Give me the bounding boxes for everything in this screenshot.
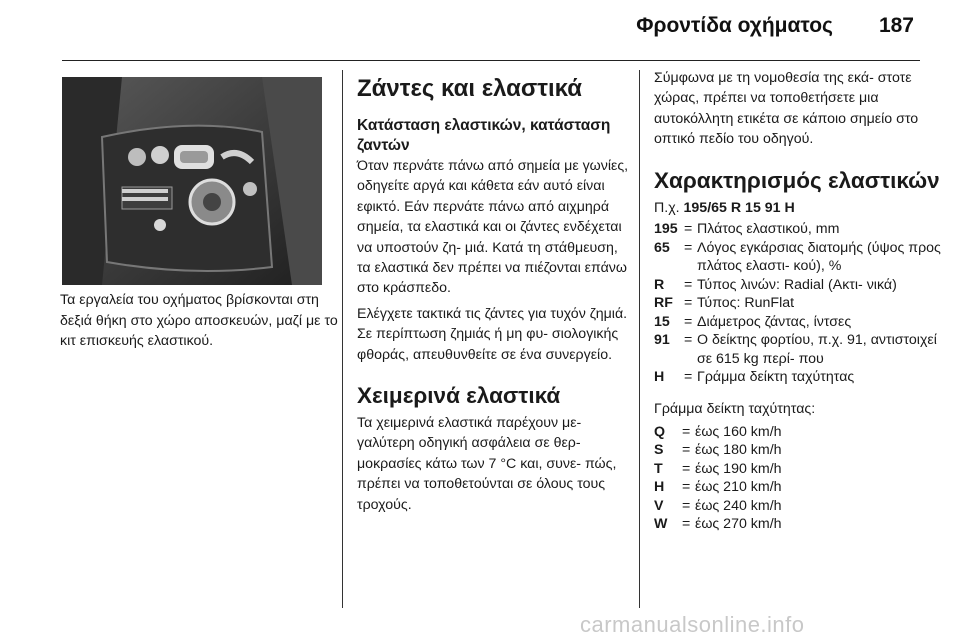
speed-row <box>654 515 944 534</box>
definition-key: RF <box>654 295 673 312</box>
equals-sign: = <box>684 239 693 256</box>
speed-value: έως 240 km/h <box>695 497 782 514</box>
example-value: 195/65 R 15 91 H <box>683 199 795 216</box>
definition-value: Πλάτος ελαστικού, mm <box>697 221 840 238</box>
speed-key: V <box>654 497 664 514</box>
speed-value: έως 180 km/h <box>695 442 782 459</box>
definition-row <box>654 220 944 239</box>
definition-key: R <box>654 276 665 293</box>
speed-key: W <box>654 516 668 533</box>
equals-sign: = <box>682 423 691 440</box>
definition-row <box>654 313 944 332</box>
equals-sign: = <box>682 479 691 496</box>
definition-value: Τύπος λινών: Radial (Ακτι- νικά) <box>697 276 897 293</box>
equals-sign: = <box>682 460 691 477</box>
page-header <box>636 14 914 38</box>
definition-row <box>654 331 944 368</box>
equals-sign: = <box>682 516 691 533</box>
paragraph-check: Ελέγχετε τακτικά τις ζάντες για τυχόν ζημιά. Σε περίπτωση ζημιάς ή μη φυ- σιολογικής φθοράς, απευθυνθείτε σε ένα συνεργείο. <box>357 305 628 363</box>
speed-value: έως 160 km/h <box>695 423 782 440</box>
equals-sign: = <box>684 332 693 349</box>
section-title-wheels-tyres: Ζάντες και ελαστικά <box>357 75 583 102</box>
speed-key: S <box>654 442 664 459</box>
column-divider-2 <box>639 70 640 608</box>
speed-index-list <box>654 423 944 534</box>
speed-index-title: Γράμμα δείκτη ταχύτητας: <box>654 400 816 417</box>
equals-sign: = <box>684 313 693 330</box>
header-title: Φροντίδα οχήματος <box>636 14 833 37</box>
equals-sign: = <box>682 497 691 514</box>
designation-example <box>654 198 944 218</box>
column-divider-1 <box>342 70 343 608</box>
header-rule <box>62 60 920 61</box>
watermark: carmanualsonline.info <box>580 612 805 637</box>
section-title-winter-tyres: Χειμερινά ελαστικά <box>357 383 561 409</box>
speed-row <box>654 460 944 479</box>
trunk-toolkit-photo <box>62 77 322 285</box>
definition-key: 65 <box>654 239 670 256</box>
definition-row <box>654 294 944 313</box>
page-number: 187 <box>878 14 914 37</box>
definition-value: Γράμμα δείκτη ταχύτητας <box>697 369 855 386</box>
definition-value: Λόγος εγκάρσιας διατομής (ύψος προς πλάτος ελαστι- κού), % <box>697 239 941 275</box>
definition-row <box>654 239 944 276</box>
definition-value: Τύπος: RunFlat <box>697 295 795 312</box>
definition-row <box>654 276 944 295</box>
equals-sign: = <box>684 369 693 386</box>
equals-sign: = <box>684 295 693 312</box>
column-3 <box>654 68 944 534</box>
designation-definitions <box>654 220 944 387</box>
trunk-toolkit-illustration <box>62 77 322 285</box>
column-2 <box>357 72 629 515</box>
speed-row <box>654 478 944 497</box>
speed-row <box>654 497 944 516</box>
speed-value: έως 210 km/h <box>695 479 782 496</box>
speed-row <box>654 441 944 460</box>
definition-key: 15 <box>654 313 670 330</box>
equals-sign: = <box>682 442 691 459</box>
definition-value: Διάμετρος ζάντας, ίντσες <box>697 313 852 330</box>
definition-key: 91 <box>654 332 670 349</box>
definition-row <box>654 368 944 387</box>
speed-value: έως 190 km/h <box>695 460 782 477</box>
speed-row <box>654 423 944 442</box>
definition-key: 195 <box>654 221 678 238</box>
section-title-tyre-designation: Χαρακτηρισμός ελαστικών <box>654 167 940 193</box>
example-prefix: Π.χ. <box>654 199 684 216</box>
photo-caption: Τα εργαλεία του οχήματος βρίσκονται στη δεξιά θήκη στο χώρο αποσκευών, μαζί με το κιτ επισκευής ελαστικού. <box>60 292 338 349</box>
equals-sign: = <box>684 276 693 293</box>
definition-key: H <box>654 369 665 386</box>
speed-key: T <box>654 460 663 477</box>
equals-sign: = <box>684 221 693 238</box>
speed-key: Q <box>654 423 666 440</box>
speed-key: H <box>654 479 665 496</box>
paragraph-condition: Όταν περνάτε πάνω από σημεία με γωνίες, οδηγείτε αργά και κάθετα εάν αυτό είναι εφικτό. Εάν περνάτε πάνω από αιχμηρά σημεία, τα ελαστικά και οι ζάντες ενδέχεται να υποστούν ζη- μιά. Κατά τη στάθμευση, τα ελαστικά δεν πρέπει να πιέζονται επάνω στο κράσπεδο. <box>357 158 629 297</box>
subsection-title-condition: Κατάσταση ελαστικών, κατάσταση ζαντών <box>357 117 611 154</box>
definition-value: Ο δείκτης φορτίου, π.χ. 91, αντιστοιχεί σε 615 kg περί- που <box>697 332 937 367</box>
paragraph-winter: Τα χειμερινά ελαστικά παρέχουν με- γαλύτερη οδηγική ασφάλεια σε θερ- μοκρασίες κάτω των 7 °C και, συνε- πώς, πρέπει να τοποθετούνται σε όλους τους τροχούς. <box>357 415 617 513</box>
speed-value: έως 270 km/h <box>695 516 782 533</box>
paragraph-sticker: Σύμφωνα με τη νομοθεσία της εκά- στοτε χώρας, πρέπει να τοποθετήσετε μια αυτοκόλλητη ετικέτα σε κάποιο σημείο στο οπτικό πεδίο του οδηγού. <box>654 70 919 148</box>
